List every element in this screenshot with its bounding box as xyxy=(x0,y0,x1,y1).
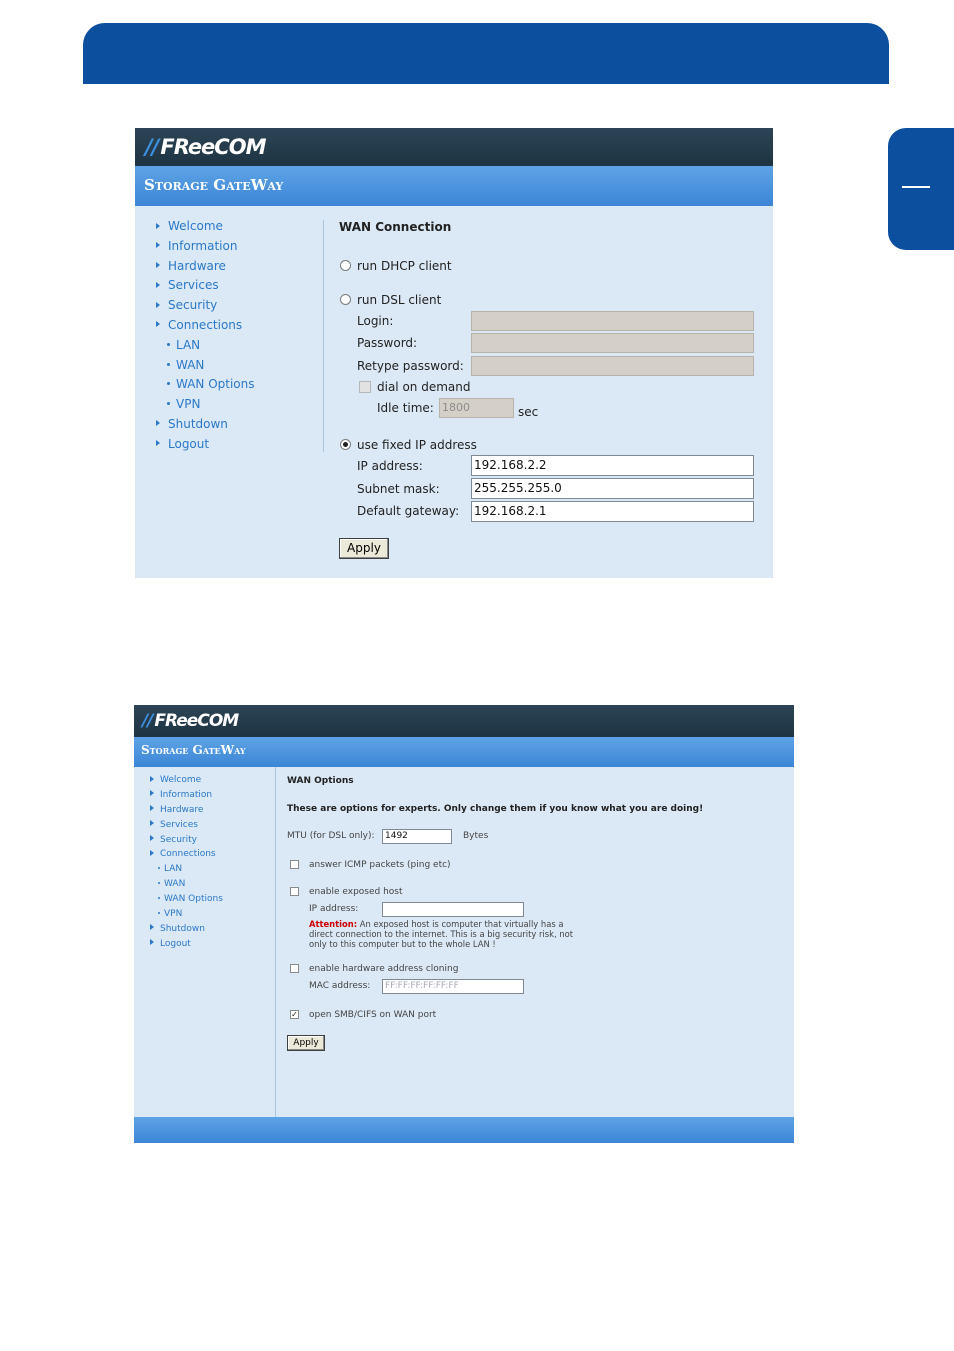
ip-address-field[interactable]: 192.168.2.2 xyxy=(471,455,754,476)
sidebar-nav xyxy=(156,219,255,457)
attention-line-3: only to this computer but to the whole LAN ! xyxy=(309,939,496,949)
nav-vpn[interactable]: VPN xyxy=(156,397,255,417)
nav-shutdown[interactable]: Shutdown xyxy=(150,924,223,939)
icmp-checkbox[interactable] xyxy=(290,860,299,869)
login-label: Login: xyxy=(357,314,394,328)
nav-wan-options[interactable]: WAN Options xyxy=(156,377,255,397)
page-header-banner xyxy=(83,23,889,84)
arrow-icon xyxy=(150,835,154,841)
dial-on-demand-label: dial on demand xyxy=(377,380,471,394)
fixed-ip-radio[interactable] xyxy=(340,439,351,450)
nav-lan[interactable]: LAN xyxy=(156,338,255,358)
exposed-ip-label: IP address: xyxy=(309,904,359,914)
arrow-icon xyxy=(156,420,160,426)
nav-services[interactable]: Services xyxy=(150,820,223,835)
nav-information[interactable]: Information xyxy=(150,790,223,805)
nav-welcome[interactable]: Welcome xyxy=(150,775,223,790)
nav-logout[interactable]: Logout xyxy=(150,939,223,954)
nav-shutdown[interactable]: Shutdown xyxy=(156,417,255,437)
arrow-icon xyxy=(156,282,160,288)
nav-services[interactable]: Services xyxy=(156,278,255,298)
login-field[interactable] xyxy=(471,311,754,331)
exposed-ip-field[interactable] xyxy=(382,902,524,917)
mac-cloning-label: enable hardware address cloning xyxy=(309,964,459,974)
arrow-icon xyxy=(156,262,160,268)
retype-password-field[interactable] xyxy=(471,356,754,376)
nav-wan-options[interactable]: WAN Options xyxy=(150,894,223,909)
sidebar-divider xyxy=(275,767,276,1117)
fixed-ip-label: use fixed IP address xyxy=(357,438,477,452)
bullet-icon xyxy=(167,402,170,405)
arrow-icon xyxy=(150,820,154,826)
apply-button[interactable]: Apply xyxy=(339,538,389,559)
arrow-icon xyxy=(150,939,154,945)
nav-security[interactable]: Security xyxy=(156,298,255,318)
password-label: Password: xyxy=(357,336,418,350)
dsl-label: run DSL client xyxy=(357,293,442,307)
product-title: Storage GateWay xyxy=(141,743,246,757)
attention-line-2: direct connection to the internet. This is a big security risk, not xyxy=(309,929,573,939)
mac-address-label: MAC address: xyxy=(309,981,371,991)
section-title: WAN Options xyxy=(287,776,354,786)
chapter-tab-mark xyxy=(902,186,930,188)
section-title: WAN Connection xyxy=(339,220,452,234)
wan-options-screenshot xyxy=(134,705,794,1143)
icmp-label: answer ICMP packets (ping etc) xyxy=(309,860,451,870)
arrow-icon xyxy=(150,850,154,856)
smb-label: open SMB/CIFS on WAN port xyxy=(309,1010,437,1020)
sidebar-divider xyxy=(323,220,324,452)
nav-connections[interactable]: Connections xyxy=(156,318,255,338)
nav-welcome[interactable]: Welcome xyxy=(156,219,255,239)
wan-connection-screenshot xyxy=(135,128,773,578)
nav-connections[interactable]: Connections xyxy=(150,849,223,864)
default-gateway-label: Default gateway: xyxy=(357,504,460,518)
dhcp-label: run DHCP client xyxy=(357,259,452,273)
dial-on-demand-checkbox[interactable] xyxy=(359,381,371,393)
arrow-icon xyxy=(150,805,154,811)
ip-address-label: IP address: xyxy=(357,459,423,473)
app-footer xyxy=(134,1117,794,1143)
bullet-icon xyxy=(158,897,160,899)
attention-label: Attention: xyxy=(309,919,358,929)
nav-hardware[interactable]: Hardware xyxy=(150,805,223,820)
arrow-icon xyxy=(156,242,160,248)
bullet-icon xyxy=(167,363,170,366)
apply-button[interactable]: Apply xyxy=(287,1035,325,1051)
dsl-radio[interactable] xyxy=(340,294,351,305)
mtu-field[interactable]: 1492 xyxy=(382,829,452,844)
nav-hardware[interactable]: Hardware xyxy=(156,259,255,279)
sec-label: sec xyxy=(518,405,539,419)
freecom-logo: //FReeCOM xyxy=(145,135,266,159)
exposed-host-label: enable exposed host xyxy=(309,887,403,897)
freecom-logo: // FReeCOM xyxy=(142,711,239,731)
bullet-icon xyxy=(167,343,170,346)
attention-line-1: An exposed host is computer that virtually has a xyxy=(359,919,564,929)
idle-time-label: Idle time: xyxy=(377,401,434,415)
subnet-mask-label: Subnet mask: xyxy=(357,482,440,496)
arrow-icon xyxy=(156,321,160,327)
default-gateway-field[interactable]: 192.168.2.1 xyxy=(471,501,754,522)
bytes-label: Bytes xyxy=(463,831,489,841)
attention-note xyxy=(309,919,573,949)
arrow-icon xyxy=(150,776,154,782)
nav-wan[interactable]: WAN xyxy=(156,358,255,378)
mac-address-field[interactable]: FF:FF:FF:FF:FF:FF xyxy=(382,979,524,994)
exposed-host-checkbox[interactable] xyxy=(290,887,299,896)
arrow-icon xyxy=(156,302,160,308)
sidebar-nav xyxy=(150,775,223,954)
smb-checkbox[interactable]: ✓ xyxy=(291,1010,298,1019)
idle-time-field[interactable]: 1800 xyxy=(439,398,514,418)
nav-logout[interactable]: Logout xyxy=(156,437,255,457)
dhcp-radio[interactable] xyxy=(340,260,351,271)
mtu-label: MTU (for DSL only): xyxy=(287,831,375,841)
arrow-icon xyxy=(156,223,160,229)
retype-password-label: Retype password: xyxy=(357,359,464,373)
arrow-icon xyxy=(156,440,160,446)
arrow-icon xyxy=(150,924,154,930)
nav-information[interactable]: Information xyxy=(156,239,255,259)
nav-wan[interactable]: WAN xyxy=(150,879,223,894)
bullet-icon xyxy=(158,912,160,914)
nav-vpn[interactable]: VPN xyxy=(150,909,223,924)
subnet-mask-field[interactable]: 255.255.255.0 xyxy=(471,478,754,499)
password-field[interactable] xyxy=(471,333,754,353)
expert-warning: These are options for experts. Only change them if you know what you are doing! xyxy=(287,804,704,814)
nav-lan[interactable]: LAN xyxy=(150,864,223,879)
bullet-icon xyxy=(167,382,170,385)
chapter-tab xyxy=(888,128,954,250)
mac-cloning-checkbox[interactable] xyxy=(290,964,299,973)
arrow-icon xyxy=(150,790,154,796)
bullet-icon xyxy=(158,882,160,884)
nav-security[interactable]: Security xyxy=(150,835,223,850)
bullet-icon xyxy=(158,867,160,869)
product-title: Storage GateWay xyxy=(144,176,284,194)
